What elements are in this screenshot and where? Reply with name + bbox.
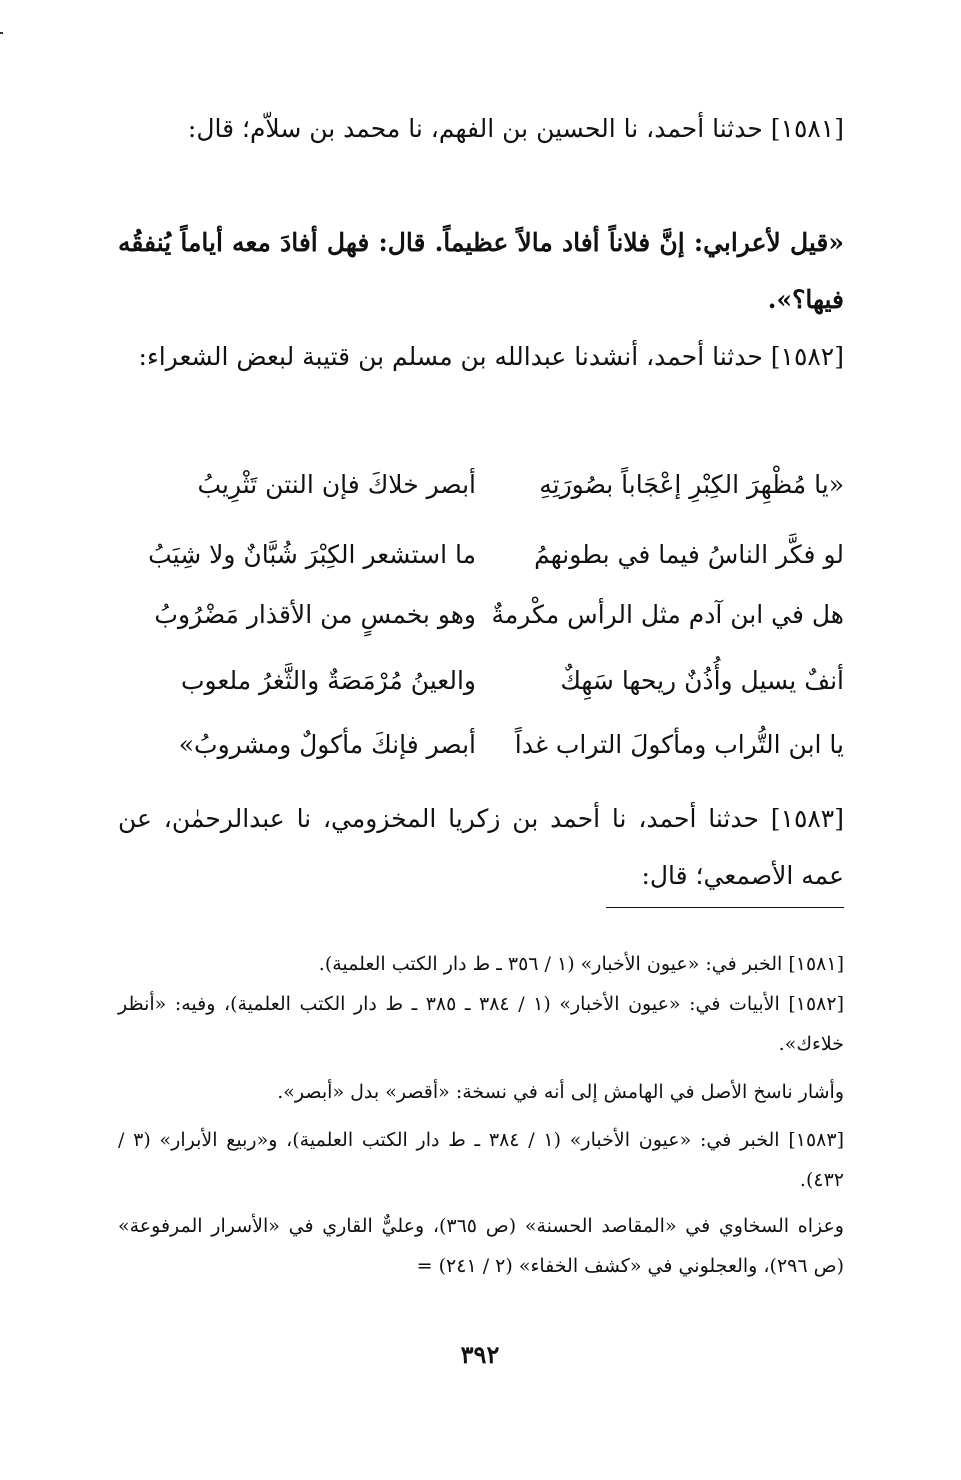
page-number: ٣٩٢	[460, 1340, 500, 1369]
verse-first-hemistich: أنفٌ يسيل وأُذُنٌ ريحها سَهِكٌ	[560, 666, 844, 695]
footnote-1582: [١٥٨٢] الأبيات في: «عيون الأخبار» (١ / ٣٨٤ ـ ٣٨٥ ـ ط دار الكتب العلمية)، وفيه: «أنظر خلاءك».	[118, 993, 844, 1055]
footnote-1581: [١٥٨١] الخبر في: «عيون الأخبار» (١ / ٣٥٦ ـ ط دار الكتب العلمية).	[318, 953, 844, 975]
verse-line	[118, 540, 844, 600]
verse-first-hemistich: «يا مُظْهِرَ الكِبْرِ إعْجَاباً بصُورَتِهِ	[539, 470, 844, 499]
verse-line	[118, 730, 844, 790]
verse-second-hemistich: أبصر خلاكَ فإن النتن تَثْرِيبُ	[197, 470, 476, 499]
verse-second-hemistich: ما استشعر الكِبْرَ شُبَّانٌ ولا شِيَبُ	[148, 540, 476, 569]
verse-line	[118, 470, 844, 530]
quote-1581: «قيل لأعرابي: إنَّ فلاناً أفاد مالاً عظيماً. قال: فهل أفادَ معه أياماً يُنفقُه فيها؟».	[118, 228, 844, 314]
paragraph-1581: [١٥٨١] حدثنا أحمد، نا الحسين بن الفهم، نا محمد بن سلاّم؛ قال:	[187, 114, 844, 143]
verse-second-hemistich: أبصر فإنكَ مأكولٌ ومشروبُ»	[178, 730, 476, 759]
footnote-1583-continued: وعزاه السخاوي في «المقاصد الحسنة» (ص ٣٦٥)، وعليٌّ القاري في «الأسرار المرفوعة» (ص ٢٩٦)، والعجلوني في «كشف الخفاء» (٢ / ٢٤١) =	[118, 1215, 844, 1277]
verse-first-hemistich: لو فكَّر الناسُ فيما في بطونهمُ	[534, 540, 844, 569]
footnote-1583: [١٥٨٣] الخبر في: «عيون الأخبار» (١ / ٣٨٤ ـ ط دار الكتب العلمية)، و«ربيع الأبرار» (٣ / ٤٣٢).	[118, 1129, 844, 1191]
verse-line	[118, 666, 844, 726]
verse-line	[118, 600, 844, 660]
footnote-1582-note: وأشار ناسخ الأصل في الهامش إلى أنه في نسخة: «أقصر» بدل «أبصر».	[277, 1081, 844, 1103]
verse-first-hemistich: هل في ابن آدم مثل الرأس مكْرمةٌ	[491, 600, 844, 629]
paragraph-1583: [١٥٨٣] حدثنا أحمد، نا أحمد بن زكريا المخزومي، نا عبدالرحمٰن، عن عمه الأصمعي؛ قال:	[118, 804, 844, 890]
scan-edge-mark	[0, 32, 3, 34]
verse-second-hemistich: والعينُ مُرْمَصَةٌ والثَّغرُ ملعوب	[181, 666, 476, 695]
verse-first-hemistich: يا ابن التُّراب ومأكولَ التراب غداً	[514, 730, 844, 759]
paragraph-1582: [١٥٨٢] حدثنا أحمد، أنشدنا عبدالله بن مسلم بن قتيبة لبعض الشعراء:	[138, 342, 844, 371]
footnote-separator	[606, 907, 844, 908]
verse-second-hemistich: وهو بخمسٍ من الأقذار مَضْرُوبُ	[154, 600, 476, 629]
